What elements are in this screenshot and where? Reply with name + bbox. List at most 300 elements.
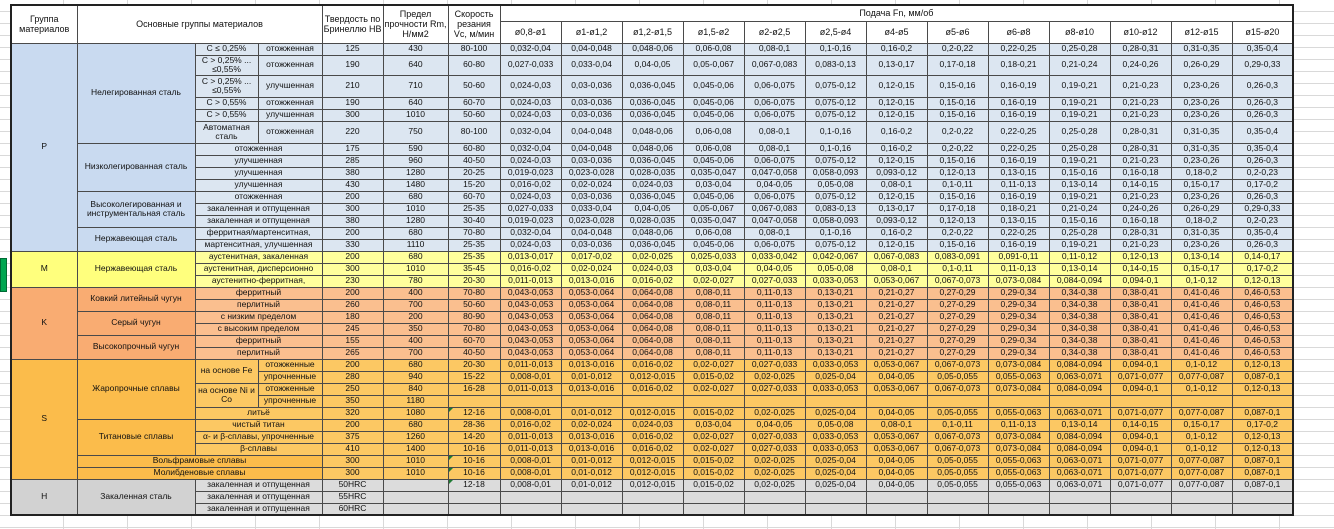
feed-cell-2[interactable] (622, 503, 683, 515)
feed-cell-6[interactable]: 0,21-0,27 (866, 299, 927, 311)
feed-cell-4[interactable]: 0,027-0,033 (744, 383, 805, 395)
feed-cell-10[interactable]: 0,094-0,1 (1110, 275, 1171, 287)
hb-cell[interactable]: 350 (322, 395, 383, 407)
feed-cell-0[interactable]: 0,024-0,03 (500, 239, 561, 251)
feed-cell-0[interactable]: 0,024-0,03 (500, 109, 561, 121)
hb-cell[interactable]: 180 (322, 311, 383, 323)
treatment-cell[interactable]: отожженная (258, 55, 322, 75)
feed-cell-11[interactable]: 0,15-0,17 (1171, 179, 1232, 191)
family-cell[interactable]: Серый чугун (77, 311, 195, 335)
feed-cell-12[interactable]: 0,12-0,13 (1232, 431, 1293, 443)
rm-cell[interactable]: 680 (383, 251, 448, 263)
feed-cell-6[interactable]: 0,04-0,05 (866, 371, 927, 383)
subgroup-cell[interactable]: C ≤ 0,25% (195, 43, 258, 55)
feed-cell-6[interactable]: 0,04-0,05 (866, 467, 927, 479)
feed-cell-12[interactable]: 0,17-0,2 (1232, 179, 1293, 191)
subgroup-cell[interactable]: C > 0,25% ... ≤0,55% (195, 55, 258, 75)
feed-cell-1[interactable]: 0,053-0,064 (561, 311, 622, 323)
feed-cell-0[interactable] (500, 395, 561, 407)
vc-cell[interactable]: 70-80 (448, 323, 500, 335)
feed-cell-7[interactable]: 0,1-0,11 (927, 419, 988, 431)
feed-cell-11[interactable]: 0,31-0,35 (1171, 43, 1232, 55)
treatment-cell[interactable]: закаленная и отпущенная (195, 491, 322, 503)
treatment-cell[interactable]: отожженная (258, 97, 322, 109)
feed-cell-1[interactable]: 0,033-0,04 (561, 203, 622, 215)
feed-cell-8[interactable]: 0,13-0,15 (988, 167, 1049, 179)
feed-cell-2[interactable]: 0,064-0,08 (622, 311, 683, 323)
feed-cell-4[interactable]: 0,047-0,058 (744, 167, 805, 179)
feed-cell-12[interactable]: 0,087-0,1 (1232, 479, 1293, 491)
hb-cell[interactable]: 260 (322, 299, 383, 311)
feed-cell-9[interactable]: 0,15-0,16 (1049, 215, 1110, 227)
rm-cell[interactable]: 1010 (383, 467, 448, 479)
feed-cell-2[interactable]: 0,036-0,045 (622, 239, 683, 251)
feed-cell-3[interactable]: 0,03-0,04 (683, 263, 744, 275)
hb-cell[interactable]: 300 (322, 467, 383, 479)
feed-cell-2[interactable]: 0,036-0,045 (622, 155, 683, 167)
vc-cell[interactable]: 12-18 (448, 479, 500, 491)
vc-cell[interactable]: 25-35 (448, 239, 500, 251)
feed-cell-4[interactable]: 0,027-0,033 (744, 359, 805, 371)
feed-cell-9[interactable]: 0,063-0,071 (1049, 407, 1110, 419)
feed-cell-2[interactable]: 0,036-0,045 (622, 75, 683, 97)
feed-cell-11[interactable]: 0,13-0,14 (1171, 251, 1232, 263)
feed-cell-6[interactable]: 0,08-0,1 (866, 419, 927, 431)
feed-cell-10[interactable]: 0,14-0,15 (1110, 419, 1171, 431)
feed-cell-12[interactable]: 0,29-0,33 (1232, 203, 1293, 215)
feed-cell-4[interactable]: 0,11-0,13 (744, 347, 805, 359)
feed-cell-10[interactable]: 0,094-0,1 (1110, 431, 1171, 443)
feed-cell-9[interactable]: 0,21-0,24 (1049, 203, 1110, 215)
rm-cell[interactable]: 1280 (383, 167, 448, 179)
feed-cell-11[interactable]: 0,077-0,087 (1171, 407, 1232, 419)
feed-cell-5[interactable]: 0,033-0,053 (805, 275, 866, 287)
rm-cell[interactable]: 680 (383, 359, 448, 371)
feed-cell-11[interactable]: 0,15-0,17 (1171, 263, 1232, 275)
feed-cell-4[interactable]: 0,11-0,13 (744, 335, 805, 347)
feed-cell-10[interactable]: 0,28-0,31 (1110, 121, 1171, 143)
feed-cell-12[interactable]: 0,46-0,53 (1232, 347, 1293, 359)
feed-cell-9[interactable]: 0,34-0,38 (1049, 323, 1110, 335)
feed-cell-9[interactable]: 0,34-0,38 (1049, 311, 1110, 323)
feed-cell-9[interactable]: 0,063-0,071 (1049, 455, 1110, 467)
treatment-cell[interactable]: закаленная и отпущенная (195, 215, 322, 227)
treatment-cell[interactable]: упрочненные (258, 395, 322, 407)
rm-cell[interactable]: 1010 (383, 455, 448, 467)
feed-cell-2[interactable]: 0,016-0,02 (622, 275, 683, 287)
hb-cell[interactable]: 265 (322, 347, 383, 359)
rm-cell[interactable] (383, 503, 448, 515)
feed-cell-5[interactable] (805, 503, 866, 515)
rm-cell[interactable] (383, 479, 448, 491)
feed-cell-11[interactable]: 0,23-0,26 (1171, 155, 1232, 167)
feed-cell-2[interactable]: 0,02-0,025 (622, 251, 683, 263)
feed-cell-6[interactable]: 0,13-0,17 (866, 55, 927, 75)
feed-cell-11[interactable]: 0,1-0,12 (1171, 275, 1232, 287)
feed-cell-2[interactable]: 0,012-0,015 (622, 371, 683, 383)
rm-cell[interactable]: 940 (383, 371, 448, 383)
vc-cell[interactable]: 15-20 (448, 179, 500, 191)
header-cutting-speed[interactable]: Скорость резания Vc, м/мин (448, 5, 500, 43)
feed-cell-11[interactable]: 0,26-0,29 (1171, 55, 1232, 75)
feed-cell-12[interactable]: 0,46-0,53 (1232, 335, 1293, 347)
vc-cell[interactable]: 10-16 (448, 467, 500, 479)
vc-cell[interactable]: 15-22 (448, 371, 500, 383)
rm-cell[interactable]: 1010 (383, 109, 448, 121)
feed-cell-9[interactable]: 0,13-0,14 (1049, 419, 1110, 431)
feed-cell-11[interactable]: 0,23-0,26 (1171, 239, 1232, 251)
treatment-cell[interactable]: ферритный (195, 335, 322, 347)
treatment-cell[interactable]: перлитный (195, 299, 322, 311)
feed-cell-6[interactable]: 0,04-0,05 (866, 407, 927, 419)
hb-cell[interactable]: 380 (322, 215, 383, 227)
feed-cell-10[interactable]: 0,21-0,23 (1110, 155, 1171, 167)
feed-cell-7[interactable]: 0,27-0,29 (927, 323, 988, 335)
family-cell[interactable]: Вольфрамовые сплавы (77, 455, 322, 467)
feed-cell-6[interactable]: 0,21-0,27 (866, 287, 927, 299)
header-diameter-5[interactable]: ø2,5-ø4 (805, 21, 866, 43)
feed-cell-0[interactable]: 0,043-0,053 (500, 335, 561, 347)
feed-cell-10[interactable]: 0,21-0,23 (1110, 239, 1171, 251)
feed-cell-7[interactable]: 0,15-0,16 (927, 109, 988, 121)
rm-cell[interactable]: 640 (383, 55, 448, 75)
feed-cell-10[interactable]: 0,38-0,41 (1110, 347, 1171, 359)
header-diameter-3[interactable]: ø1,5-ø2 (683, 21, 744, 43)
feed-cell-6[interactable] (866, 491, 927, 503)
feed-cell-10[interactable]: 0,071-0,077 (1110, 455, 1171, 467)
feed-cell-5[interactable]: 0,075-0,12 (805, 239, 866, 251)
feed-cell-0[interactable]: 0,032-0,04 (500, 121, 561, 143)
feed-cell-7[interactable]: 0,15-0,16 (927, 155, 988, 167)
feed-cell-5[interactable]: 0,05-0,08 (805, 419, 866, 431)
feed-cell-9[interactable]: 0,19-0,21 (1049, 191, 1110, 203)
feed-cell-8[interactable]: 0,18-0,21 (988, 203, 1049, 215)
feed-cell-4[interactable]: 0,02-0,025 (744, 407, 805, 419)
feed-cell-6[interactable] (866, 395, 927, 407)
feed-cell-1[interactable]: 0,04-0,048 (561, 121, 622, 143)
feed-cell-8[interactable]: 0,055-0,063 (988, 371, 1049, 383)
vc-cell[interactable] (448, 503, 500, 515)
feed-cell-0[interactable]: 0,043-0,053 (500, 287, 561, 299)
feed-cell-9[interactable]: 0,25-0,28 (1049, 227, 1110, 239)
feed-cell-6[interactable]: 0,16-0,2 (866, 143, 927, 155)
feed-cell-6[interactable]: 0,053-0,067 (866, 383, 927, 395)
hb-cell[interactable]: 190 (322, 97, 383, 109)
feed-cell-0[interactable]: 0,011-0,013 (500, 431, 561, 443)
treatment-cell[interactable]: отожженная (195, 143, 322, 155)
feed-cell-8[interactable]: 0,11-0,13 (988, 419, 1049, 431)
feed-cell-6[interactable]: 0,12-0,15 (866, 191, 927, 203)
feed-cell-5[interactable]: 0,13-0,21 (805, 287, 866, 299)
feed-cell-8[interactable]: 0,091-0,11 (988, 251, 1049, 263)
feed-cell-6[interactable]: 0,08-0,1 (866, 179, 927, 191)
feed-cell-10[interactable]: 0,24-0,26 (1110, 55, 1171, 75)
hb-cell[interactable]: 200 (322, 419, 383, 431)
feed-cell-2[interactable]: 0,012-0,015 (622, 479, 683, 491)
hb-cell[interactable]: 220 (322, 121, 383, 143)
feed-cell-7[interactable]: 0,1-0,11 (927, 179, 988, 191)
feed-cell-10[interactable]: 0,28-0,31 (1110, 227, 1171, 239)
hb-cell[interactable]: 380 (322, 167, 383, 179)
group-cell[interactable]: P (11, 43, 77, 251)
feed-cell-6[interactable]: 0,21-0,27 (866, 347, 927, 359)
feed-cell-1[interactable] (561, 491, 622, 503)
vc-cell[interactable]: 80-90 (448, 311, 500, 323)
vc-cell[interactable]: 60-70 (448, 191, 500, 203)
feed-cell-10[interactable]: 0,094-0,1 (1110, 359, 1171, 371)
feed-cell-2[interactable]: 0,028-0,035 (622, 215, 683, 227)
feed-cell-11[interactable]: 0,31-0,35 (1171, 143, 1232, 155)
vc-cell[interactable]: 28-36 (448, 419, 500, 431)
hb-cell[interactable]: 280 (322, 371, 383, 383)
feed-cell-7[interactable]: 0,2-0,22 (927, 143, 988, 155)
hb-cell[interactable]: 245 (322, 323, 383, 335)
feed-cell-9[interactable]: 0,19-0,21 (1049, 109, 1110, 121)
feed-cell-1[interactable]: 0,023-0,028 (561, 215, 622, 227)
rm-cell[interactable]: 430 (383, 43, 448, 55)
hb-cell[interactable]: 230 (322, 275, 383, 287)
feed-cell-10[interactable] (1110, 491, 1171, 503)
feed-cell-7[interactable]: 0,15-0,16 (927, 75, 988, 97)
feed-cell-11[interactable] (1171, 491, 1232, 503)
feed-cell-5[interactable]: 0,13-0,21 (805, 323, 866, 335)
feed-cell-3[interactable]: 0,05-0,067 (683, 55, 744, 75)
feed-cell-9[interactable]: 0,084-0,094 (1049, 275, 1110, 287)
feed-cell-12[interactable] (1232, 395, 1293, 407)
feed-cell-6[interactable]: 0,16-0,2 (866, 43, 927, 55)
feed-cell-12[interactable]: 0,46-0,53 (1232, 299, 1293, 311)
vc-cell[interactable]: 20-25 (448, 167, 500, 179)
feed-cell-0[interactable]: 0,008-0,01 (500, 479, 561, 491)
feed-cell-7[interactable]: 0,27-0,29 (927, 287, 988, 299)
feed-cell-9[interactable]: 0,19-0,21 (1049, 239, 1110, 251)
feed-cell-4[interactable] (744, 491, 805, 503)
feed-cell-10[interactable]: 0,21-0,23 (1110, 75, 1171, 97)
feed-cell-6[interactable]: 0,21-0,27 (866, 311, 927, 323)
feed-cell-0[interactable] (500, 491, 561, 503)
subgroup-cell[interactable]: C > 0,55% (195, 97, 258, 109)
rm-cell[interactable]: 710 (383, 75, 448, 97)
header-diameter-2[interactable]: ø1,2-ø1,5 (622, 21, 683, 43)
feed-cell-11[interactable]: 0,15-0,17 (1171, 419, 1232, 431)
feed-cell-7[interactable]: 0,12-0,13 (927, 215, 988, 227)
feed-cell-5[interactable]: 0,033-0,053 (805, 383, 866, 395)
feed-cell-11[interactable]: 0,077-0,087 (1171, 455, 1232, 467)
feed-cell-0[interactable]: 0,024-0,03 (500, 75, 561, 97)
feed-cell-3[interactable]: 0,02-0,027 (683, 359, 744, 371)
feed-cell-9[interactable]: 0,25-0,28 (1049, 43, 1110, 55)
vc-cell[interactable]: 16-28 (448, 383, 500, 395)
feed-cell-10[interactable]: 0,071-0,077 (1110, 371, 1171, 383)
feed-cell-7[interactable]: 0,067-0,073 (927, 383, 988, 395)
feed-cell-7[interactable] (927, 491, 988, 503)
feed-cell-3[interactable]: 0,03-0,04 (683, 419, 744, 431)
feed-cell-2[interactable]: 0,04-0,05 (622, 55, 683, 75)
feed-cell-3[interactable]: 0,08-0,11 (683, 335, 744, 347)
hb-cell[interactable]: 175 (322, 143, 383, 155)
hb-cell[interactable]: 375 (322, 431, 383, 443)
rm-cell[interactable]: 1010 (383, 203, 448, 215)
feed-cell-3[interactable]: 0,08-0,11 (683, 311, 744, 323)
feed-cell-7[interactable]: 0,1-0,11 (927, 263, 988, 275)
feed-cell-10[interactable]: 0,38-0,41 (1110, 311, 1171, 323)
feed-cell-2[interactable]: 0,036-0,045 (622, 97, 683, 109)
feed-cell-6[interactable] (866, 503, 927, 515)
rm-cell[interactable]: 750 (383, 121, 448, 143)
feed-cell-10[interactable]: 0,094-0,1 (1110, 383, 1171, 395)
feed-cell-5[interactable]: 0,075-0,12 (805, 109, 866, 121)
header-diameter-8[interactable]: ø6-ø8 (988, 21, 1049, 43)
feed-cell-5[interactable]: 0,1-0,16 (805, 43, 866, 55)
feed-cell-12[interactable]: 0,087-0,1 (1232, 455, 1293, 467)
rm-cell[interactable]: 590 (383, 143, 448, 155)
feed-cell-2[interactable]: 0,016-0,02 (622, 443, 683, 455)
feed-cell-7[interactable]: 0,083-0,091 (927, 251, 988, 263)
treatment-cell[interactable]: отожженная (195, 191, 322, 203)
feed-cell-9[interactable] (1049, 491, 1110, 503)
feed-cell-1[interactable]: 0,053-0,064 (561, 335, 622, 347)
feed-cell-12[interactable] (1232, 503, 1293, 515)
feed-cell-9[interactable]: 0,34-0,38 (1049, 347, 1110, 359)
feed-cell-4[interactable]: 0,02-0,025 (744, 467, 805, 479)
rm-cell[interactable]: 1180 (383, 395, 448, 407)
feed-cell-5[interactable]: 0,1-0,16 (805, 121, 866, 143)
feed-cell-1[interactable]: 0,017-0,02 (561, 251, 622, 263)
vc-cell[interactable]: 70-80 (448, 227, 500, 239)
feed-cell-12[interactable]: 0,46-0,53 (1232, 323, 1293, 335)
feed-cell-0[interactable]: 0,024-0,03 (500, 97, 561, 109)
feed-cell-8[interactable]: 0,29-0,34 (988, 323, 1049, 335)
hb-cell[interactable]: 330 (322, 239, 383, 251)
feed-cell-8[interactable]: 0,055-0,063 (988, 479, 1049, 491)
feed-cell-7[interactable] (927, 503, 988, 515)
feed-cell-2[interactable]: 0,04-0,05 (622, 203, 683, 215)
feed-cell-11[interactable]: 0,31-0,35 (1171, 121, 1232, 143)
feed-cell-5[interactable]: 0,025-0,04 (805, 371, 866, 383)
treatment-cell[interactable]: аустенитная, закаленная (195, 251, 322, 263)
feed-cell-8[interactable]: 0,073-0,084 (988, 383, 1049, 395)
feed-cell-12[interactable]: 0,29-0,33 (1232, 55, 1293, 75)
header-diameter-1[interactable]: ø1-ø1,2 (561, 21, 622, 43)
hb-cell[interactable]: 200 (322, 191, 383, 203)
hb-cell[interactable]: 200 (322, 287, 383, 299)
group-cell[interactable]: H (11, 479, 77, 515)
feed-cell-5[interactable] (805, 395, 866, 407)
feed-cell-12[interactable]: 0,12-0,13 (1232, 359, 1293, 371)
hb-cell[interactable]: 200 (322, 359, 383, 371)
feed-cell-12[interactable]: 0,35-0,4 (1232, 143, 1293, 155)
hb-cell[interactable]: 200 (322, 227, 383, 239)
feed-cell-10[interactable]: 0,14-0,15 (1110, 179, 1171, 191)
treatment-cell[interactable]: ферритный (195, 287, 322, 299)
treatment-cell[interactable]: упрочненные (258, 371, 322, 383)
feed-cell-4[interactable]: 0,11-0,13 (744, 323, 805, 335)
feed-cell-0[interactable]: 0,008-0,01 (500, 467, 561, 479)
feed-cell-10[interactable]: 0,071-0,077 (1110, 407, 1171, 419)
feed-cell-7[interactable]: 0,05-0,055 (927, 371, 988, 383)
feed-cell-0[interactable]: 0,043-0,053 (500, 299, 561, 311)
header-main-groups[interactable]: Основные группы материалов (77, 5, 322, 43)
feed-cell-7[interactable]: 0,12-0,13 (927, 167, 988, 179)
hb-cell[interactable]: 285 (322, 155, 383, 167)
feed-cell-11[interactable]: 0,31-0,35 (1171, 227, 1232, 239)
vc-cell[interactable]: 40-50 (448, 347, 500, 359)
feed-cell-7[interactable]: 0,27-0,29 (927, 299, 988, 311)
family-cell[interactable]: Закаленная сталь (77, 479, 195, 515)
feed-cell-11[interactable]: 0,23-0,26 (1171, 109, 1232, 121)
treatment-cell[interactable]: улучшенная (195, 155, 322, 167)
feed-cell-8[interactable]: 0,055-0,063 (988, 407, 1049, 419)
feed-cell-4[interactable]: 0,067-0,083 (744, 203, 805, 215)
feed-cell-0[interactable]: 0,008-0,01 (500, 371, 561, 383)
feed-cell-7[interactable] (927, 395, 988, 407)
feed-cell-8[interactable]: 0,29-0,34 (988, 335, 1049, 347)
vc-cell[interactable]: 80-100 (448, 43, 500, 55)
header-feed-title[interactable]: Подача Fn, мм/об (500, 5, 1293, 21)
selected-cell-marker[interactable] (0, 258, 7, 292)
feed-cell-9[interactable]: 0,25-0,28 (1049, 143, 1110, 155)
feed-cell-6[interactable]: 0,053-0,067 (866, 359, 927, 371)
feed-cell-1[interactable]: 0,01-0,012 (561, 407, 622, 419)
feed-cell-0[interactable]: 0,032-0,04 (500, 143, 561, 155)
feed-cell-11[interactable]: 0,41-0,46 (1171, 311, 1232, 323)
feed-cell-8[interactable]: 0,055-0,063 (988, 467, 1049, 479)
feed-cell-8[interactable]: 0,29-0,34 (988, 311, 1049, 323)
feed-cell-10[interactable]: 0,21-0,23 (1110, 109, 1171, 121)
feed-cell-0[interactable]: 0,043-0,053 (500, 347, 561, 359)
vc-cell[interactable]: 10-16 (448, 455, 500, 467)
feed-cell-8[interactable]: 0,11-0,13 (988, 179, 1049, 191)
feed-cell-8[interactable] (988, 395, 1049, 407)
treatment-cell[interactable]: закаленная и отпущенная (195, 203, 322, 215)
feed-cell-4[interactable]: 0,02-0,025 (744, 479, 805, 491)
vc-cell[interactable]: 50-60 (448, 75, 500, 97)
feed-cell-3[interactable]: 0,06-0,08 (683, 121, 744, 143)
feed-cell-6[interactable]: 0,093-0,12 (866, 167, 927, 179)
feed-cell-8[interactable]: 0,16-0,19 (988, 109, 1049, 121)
feed-cell-12[interactable]: 0,26-0,3 (1232, 239, 1293, 251)
feed-cell-10[interactable]: 0,16-0,18 (1110, 215, 1171, 227)
feed-cell-1[interactable]: 0,02-0,024 (561, 419, 622, 431)
feed-cell-0[interactable]: 0,024-0,03 (500, 155, 561, 167)
feed-cell-4[interactable]: 0,033-0,042 (744, 251, 805, 263)
treatment-cell[interactable]: улучшенная (195, 179, 322, 191)
feed-cell-2[interactable] (622, 491, 683, 503)
feed-cell-11[interactable]: 0,41-0,46 (1171, 335, 1232, 347)
feed-cell-11[interactable]: 0,23-0,26 (1171, 75, 1232, 97)
feed-cell-9[interactable]: 0,34-0,38 (1049, 287, 1110, 299)
feed-cell-5[interactable]: 0,033-0,053 (805, 359, 866, 371)
feed-cell-6[interactable]: 0,093-0,12 (866, 215, 927, 227)
feed-cell-6[interactable]: 0,12-0,15 (866, 109, 927, 121)
feed-cell-7[interactable]: 0,15-0,16 (927, 239, 988, 251)
feed-cell-4[interactable]: 0,067-0,083 (744, 55, 805, 75)
feed-cell-0[interactable]: 0,011-0,013 (500, 359, 561, 371)
feed-cell-7[interactable]: 0,15-0,16 (927, 97, 988, 109)
feed-cell-9[interactable]: 0,19-0,21 (1049, 97, 1110, 109)
feed-cell-3[interactable]: 0,015-0,02 (683, 467, 744, 479)
header-diameter-6[interactable]: ø4-ø5 (866, 21, 927, 43)
feed-cell-10[interactable]: 0,24-0,26 (1110, 203, 1171, 215)
treatment-cell[interactable]: отожженная (258, 43, 322, 55)
feed-cell-2[interactable] (622, 395, 683, 407)
feed-cell-12[interactable] (1232, 491, 1293, 503)
feed-cell-5[interactable]: 0,1-0,16 (805, 143, 866, 155)
feed-cell-8[interactable]: 0,073-0,084 (988, 359, 1049, 371)
feed-cell-3[interactable]: 0,045-0,06 (683, 97, 744, 109)
feed-cell-3[interactable]: 0,02-0,027 (683, 275, 744, 287)
family-cell[interactable]: Нержавеющая сталь (77, 251, 195, 287)
